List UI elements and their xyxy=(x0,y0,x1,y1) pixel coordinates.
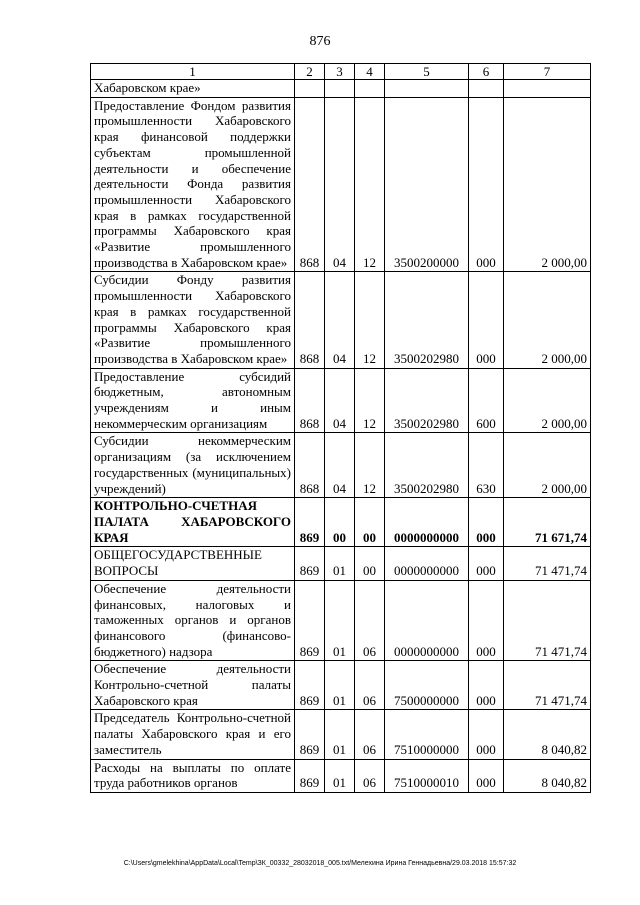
column-header: 7 xyxy=(504,64,591,80)
row-target-code xyxy=(385,80,469,98)
row-section: 00 xyxy=(325,498,355,547)
column-header: 5 xyxy=(385,64,469,80)
page-number: 876 xyxy=(309,34,331,49)
row-admin-code: 869 xyxy=(295,498,325,547)
row-name: ОБЩЕГОСУДАРСТВЕННЫЕ ВОПРОСЫ xyxy=(91,547,295,580)
column-header: 1 xyxy=(91,64,295,80)
row-admin-code: 868 xyxy=(295,368,325,433)
row-name: Обеспечение деятельности финансовых, налоговых и таможенных органов и органов финансового (финансово-бюджетного) надзора xyxy=(91,580,295,661)
row-section: 04 xyxy=(325,433,355,498)
row-target-code: 0000000000 xyxy=(385,580,469,661)
row-subsection: 06 xyxy=(355,759,385,792)
row-expense-type: 000 xyxy=(469,759,504,792)
table-row xyxy=(91,433,591,498)
row-expense-type: 630 xyxy=(469,433,504,498)
row-subsection: 00 xyxy=(355,498,385,547)
table-row xyxy=(91,498,591,547)
row-section: 01 xyxy=(325,661,355,710)
table-row xyxy=(91,710,591,759)
table-row xyxy=(91,547,591,580)
row-section: 01 xyxy=(325,710,355,759)
table-row xyxy=(91,272,591,368)
row-name: Обеспечение деятельности Контрольно-счетной палаты Хабаровского края xyxy=(91,661,295,710)
row-expense-type: 000 xyxy=(469,97,504,272)
row-subsection: 12 xyxy=(355,97,385,272)
budget-table xyxy=(90,63,591,793)
row-amount: 71 471,74 xyxy=(504,661,591,710)
row-expense-type xyxy=(469,80,504,98)
row-amount: 2 000,00 xyxy=(504,433,591,498)
row-expense-type: 000 xyxy=(469,580,504,661)
row-section: 04 xyxy=(325,272,355,368)
table-row xyxy=(91,368,591,433)
row-expense-type: 000 xyxy=(469,547,504,580)
row-expense-type: 000 xyxy=(469,498,504,547)
row-subsection xyxy=(355,80,385,98)
table-row xyxy=(91,759,591,792)
table-row xyxy=(91,661,591,710)
row-section: 04 xyxy=(325,97,355,272)
row-admin-code: 869 xyxy=(295,759,325,792)
row-subsection: 06 xyxy=(355,710,385,759)
row-target-code: 7500000000 xyxy=(385,661,469,710)
table-row xyxy=(91,97,591,272)
row-name: Расходы на выплаты по оплате труда работников органов xyxy=(91,759,295,792)
row-amount: 2 000,00 xyxy=(504,368,591,433)
row-name: Хабаровском крае» xyxy=(91,80,295,98)
row-subsection: 12 xyxy=(355,368,385,433)
footer-file-path: C:\Users\gmelekhina\AppData\Local\Temp\ЗК_00332_28032018_005.txt/Мелехина Ирина Геннадьевна/29.03.2018 15:57:32 xyxy=(123,860,517,867)
column-header: 4 xyxy=(355,64,385,80)
header-row xyxy=(91,64,591,80)
row-name: Субсидии Фонду развития промышленности Хабаровского края в рамках государственной программы Хабаровского края «Развитие промышленного производства в Хабаровском крае» xyxy=(91,272,295,368)
row-admin-code: 869 xyxy=(295,580,325,661)
row-target-code: 0000000000 xyxy=(385,547,469,580)
row-name: Предоставление субсидий бюджетным, автономным учреждениям и иным некоммерческим организациям xyxy=(91,368,295,433)
row-subsection: 06 xyxy=(355,580,385,661)
row-admin-code: 868 xyxy=(295,433,325,498)
row-target-code: 3500202980 xyxy=(385,368,469,433)
row-admin-code xyxy=(295,80,325,98)
row-section: 01 xyxy=(325,759,355,792)
column-header: 6 xyxy=(469,64,504,80)
row-admin-code: 868 xyxy=(295,272,325,368)
row-expense-type: 000 xyxy=(469,272,504,368)
row-section: 04 xyxy=(325,368,355,433)
row-amount: 71 471,74 xyxy=(504,547,591,580)
table-row xyxy=(91,80,591,98)
column-header: 3 xyxy=(325,64,355,80)
row-amount: 2 000,00 xyxy=(504,97,591,272)
row-expense-type: 600 xyxy=(469,368,504,433)
row-target-code: 7510000010 xyxy=(385,759,469,792)
column-header: 2 xyxy=(295,64,325,80)
row-section xyxy=(325,80,355,98)
row-name: Председатель Контрольно-счетной палаты Хабаровского края и его заместитель xyxy=(91,710,295,759)
row-target-code: 3500202980 xyxy=(385,272,469,368)
row-name: Субсидии некоммерческим организациям (за исключением государственных (муниципальных) учреждений) xyxy=(91,433,295,498)
row-target-code: 7510000000 xyxy=(385,710,469,759)
row-admin-code: 869 xyxy=(295,661,325,710)
row-subsection: 12 xyxy=(355,433,385,498)
row-name: Предоставление Фондом развития промышленности Хабаровского края финансовой поддержки субъектам промышленной деятельности и обеспечение деятельности Фонда развития промышленности Хабаровского края в рамках государственной программы Хабаровского края «Развитие промышленного производства в Хабаровском крае» xyxy=(91,97,295,272)
row-admin-code: 869 xyxy=(295,710,325,759)
row-amount: 71 471,74 xyxy=(504,580,591,661)
row-admin-code: 868 xyxy=(295,97,325,272)
row-subsection: 06 xyxy=(355,661,385,710)
row-section: 01 xyxy=(325,580,355,661)
row-expense-type: 000 xyxy=(469,710,504,759)
row-name: КОНТРОЛЬНО-СЧЕТНАЯ ПАЛАТА ХАБАРОВСКОГО КРАЯ xyxy=(91,498,295,547)
row-amount: 8 040,82 xyxy=(504,710,591,759)
row-admin-code: 869 xyxy=(295,547,325,580)
row-amount: 71 671,74 xyxy=(504,498,591,547)
table-row xyxy=(91,580,591,661)
row-subsection: 12 xyxy=(355,272,385,368)
row-amount: 8 040,82 xyxy=(504,759,591,792)
row-target-code: 3500200000 xyxy=(385,97,469,272)
row-amount xyxy=(504,80,591,98)
row-target-code: 0000000000 xyxy=(385,498,469,547)
row-expense-type: 000 xyxy=(469,661,504,710)
row-target-code: 3500202980 xyxy=(385,433,469,498)
row-section: 01 xyxy=(325,547,355,580)
row-amount: 2 000,00 xyxy=(504,272,591,368)
row-subsection: 00 xyxy=(355,547,385,580)
